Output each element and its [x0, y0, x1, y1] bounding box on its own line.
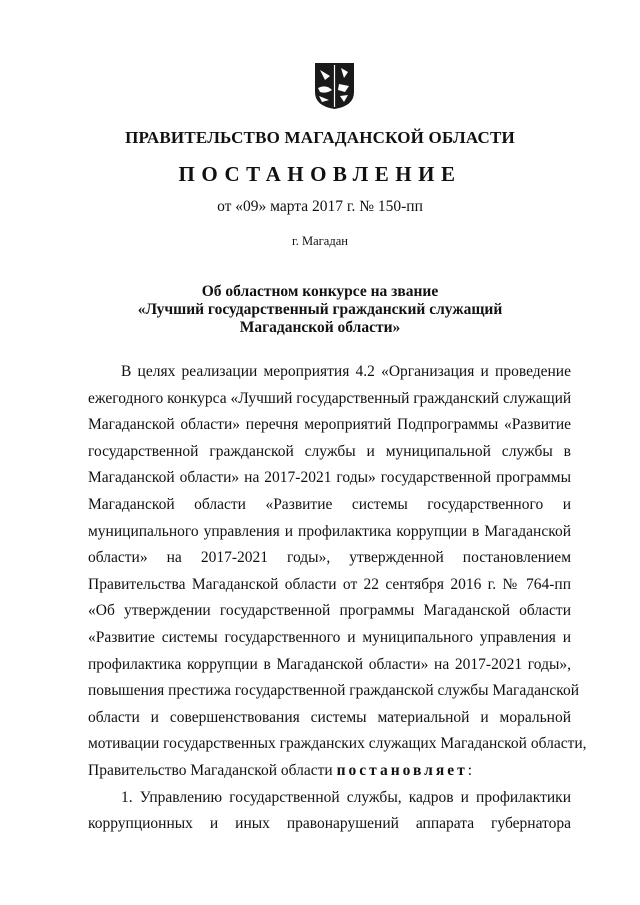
body-line: мотивации государственных гражданских служащих Магаданской области,	[88, 735, 587, 753]
title-line: Магаданской области»	[239, 319, 401, 336]
body-line: Магаданской области» на 2017-2021 годы» государственной программы	[88, 469, 571, 487]
date-and-number: от «09» марта 2017 г. № 150-пп	[217, 198, 423, 215]
body-line: 1. Управлению государственной службы, кадров и профилактики	[121, 788, 571, 806]
body-line: муниципального управления и профилактика коррупции в Магаданской	[88, 522, 571, 540]
document-title	[0, 283, 640, 337]
resolves-suffix: :	[467, 761, 473, 779]
body-line: области» на 2017-2021 годы», утвержденной постановлением	[88, 549, 571, 567]
body-line: государственной гражданской службы и муниципальной службы в	[88, 442, 571, 460]
body-line: повышения престижа государственной гражданской службы Магаданской	[88, 682, 580, 700]
body-line: В целях реализации мероприятия 4.2 «Организация и проведение	[121, 363, 571, 380]
body-line: Правительства Магаданской области от 22 сентября 2016 г. № 764-пп	[88, 575, 571, 593]
city: г. Магадан	[292, 234, 348, 248]
body-line: области и совершенствования системы материальной и моральной	[88, 708, 571, 726]
body-line: коррупционных и иных правонарушений аппарата губернатора	[88, 815, 571, 833]
title-line: «Лучший государственный гражданский служащий	[137, 301, 503, 318]
body-line: «Развитие системы государственного и муниципального управления и	[88, 628, 571, 646]
body-line: «Об утверждении государственной программы Магаданской области	[88, 602, 571, 620]
title-line: Об областном конкурсе на звание	[201, 283, 439, 300]
body-line: Магаданской области» перечня мероприятий Подпрограммы «Развитие	[88, 416, 571, 434]
body-line-resolves	[88, 758, 571, 785]
document-body	[88, 359, 587, 838]
body-line: Магаданской области «Развитие системы государственного и	[88, 495, 571, 513]
resolves-keyword: постановляет	[336, 761, 468, 779]
document-type: ПОСТАНОВЛЕНИЕ	[178, 162, 462, 186]
government-name: ПРАВИТЕЛЬСТВО МАГАДАНСКОЙ ОБЛАСТИ	[125, 128, 515, 147]
body-line: профилактика коррупции в Магаданской области» на 2017-2021 годы»,	[88, 655, 571, 673]
resolves-prefix: Правительство Магаданской области	[88, 761, 337, 779]
body-line: ежегодного конкурса «Лучший государственный гражданский служащий	[88, 389, 572, 407]
magadan-coat-of-arms-icon	[314, 62, 355, 110]
